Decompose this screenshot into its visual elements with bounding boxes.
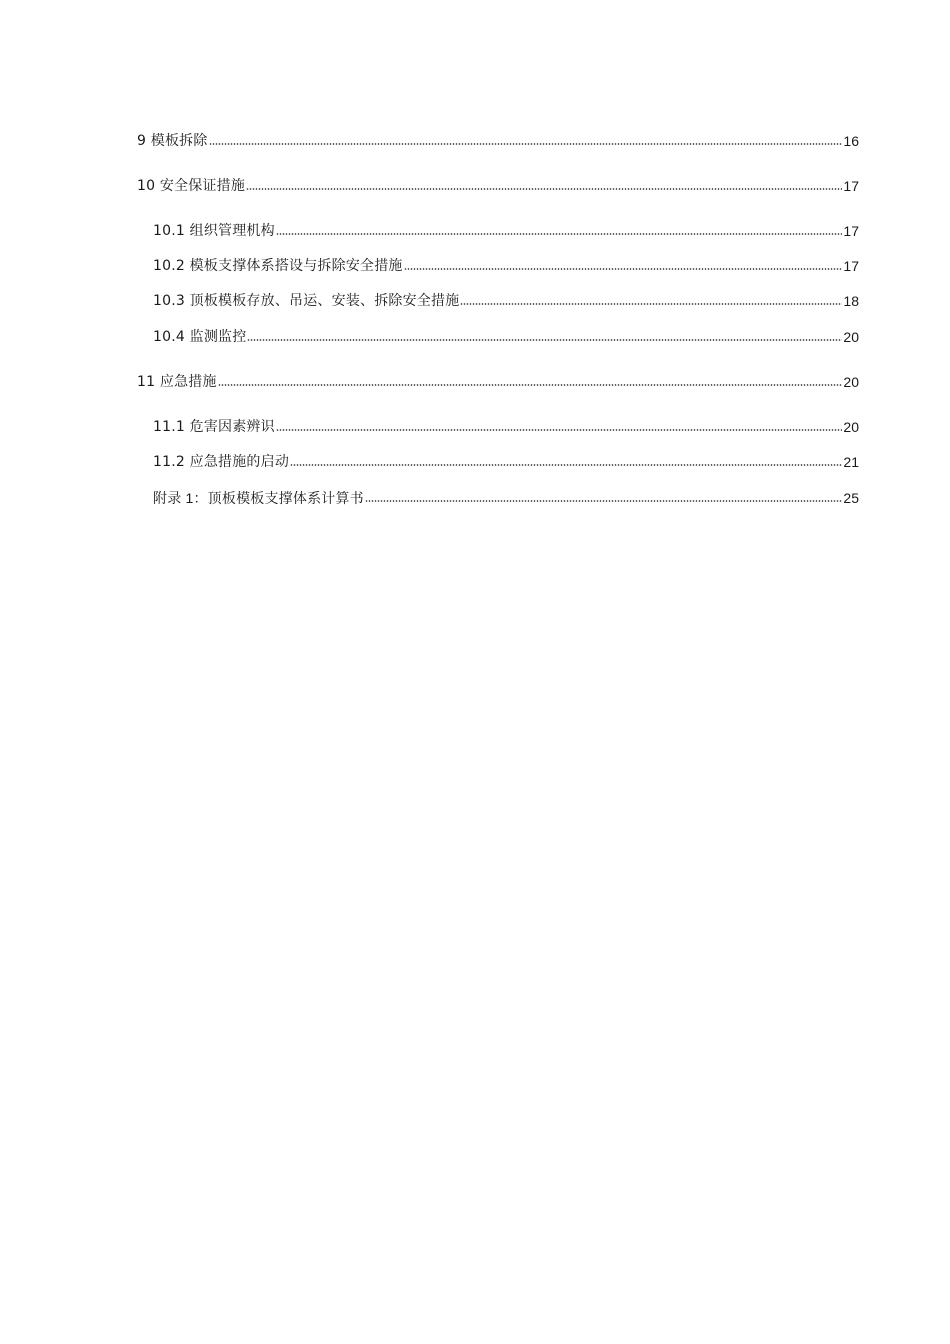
toc-entry-10-4[interactable] (153, 327, 859, 347)
dot-leader (247, 338, 842, 342)
toc-page-number: 18 (843, 293, 859, 309)
toc-entry-10[interactable] (137, 176, 859, 196)
toc-page-number: 21 (843, 454, 859, 470)
dot-leader (209, 142, 843, 146)
toc-page-number: 20 (843, 329, 859, 345)
dot-leader (276, 428, 843, 432)
toc-entry-label: 11.1 危害因素辨识 (153, 419, 275, 435)
toc-entry-10-1[interactable] (153, 221, 859, 241)
toc-entry-label: 11.2 应急措施的启动 (153, 454, 290, 470)
dot-leader (218, 383, 843, 387)
toc-page-number: 17 (843, 178, 859, 194)
toc-entry-label: 附录 1：顶板模板支撑体系计算书 (153, 490, 364, 506)
toc-page-number: 16 (843, 133, 859, 149)
toc-entry-10-3[interactable] (153, 291, 859, 311)
toc-entry-label: 9 模板拆除 (137, 133, 208, 149)
toc-entry-label: 10.3 顶板模板存放、吊运、安装、拆除安全措施 (153, 293, 460, 309)
toc-entry-11-1[interactable] (153, 417, 859, 437)
toc-page-number: 20 (843, 419, 859, 435)
toc-page-number: 17 (843, 258, 859, 274)
dot-leader (365, 499, 843, 503)
toc-entry-label: 10.4 监测监控 (153, 329, 247, 345)
toc-page-number: 20 (843, 374, 859, 390)
toc-entry-appendix-1[interactable] (153, 488, 859, 508)
toc-entry-10-2[interactable] (153, 256, 859, 276)
dot-leader (290, 463, 842, 467)
dot-leader (276, 232, 843, 236)
toc-page-number: 17 (843, 223, 859, 239)
toc-entry-9[interactable] (137, 131, 859, 151)
dot-leader (404, 267, 843, 271)
dot-leader (460, 302, 842, 306)
toc-entry-label: 10 安全保证措施 (137, 178, 246, 194)
toc-entry-11-2[interactable] (153, 452, 859, 472)
dot-leader (246, 187, 842, 191)
toc-entry-label: 10.1 组织管理机构 (153, 223, 275, 239)
toc-entry-label: 10.2 模板支撑体系搭设与拆除安全措施 (153, 258, 403, 274)
toc-entry-label: 11 应急措施 (137, 374, 217, 390)
toc-page-number: 25 (843, 490, 859, 506)
toc-entry-11[interactable] (137, 372, 859, 392)
